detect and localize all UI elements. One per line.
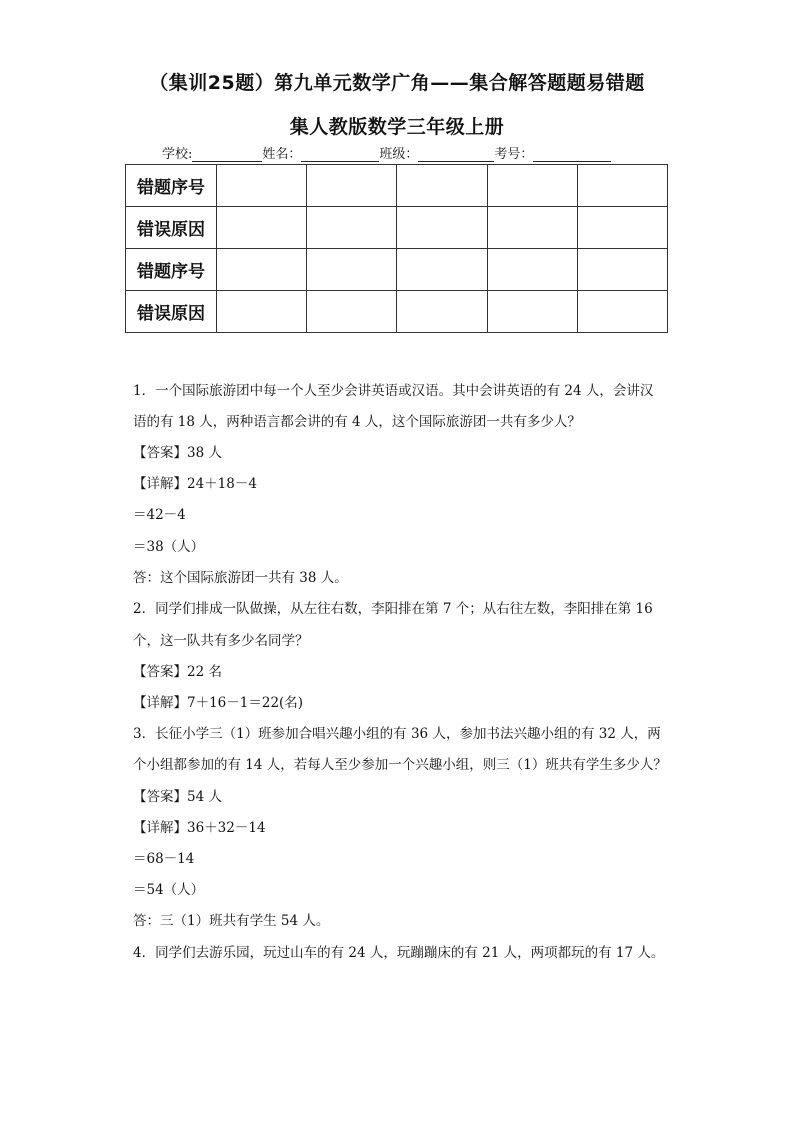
table-cell[interactable] <box>487 165 577 207</box>
q1-line-2: 语的有 18 人，两种语言都会讲的有 4 人，这个国际旅游团一共有多少人？ <box>133 414 581 430</box>
q2-line-1: 2．同学们排成一队做操，从左往右数，李阳排在第 7 个；从右往左数，李阳排在第 16 <box>133 601 653 617</box>
class-label: 班级： <box>379 147 419 162</box>
exam-no-blank[interactable] <box>533 147 611 162</box>
row-header: 错误原因 <box>126 207 217 249</box>
school-blank[interactable] <box>192 147 262 162</box>
table-cell[interactable] <box>577 249 667 291</box>
table-cell[interactable] <box>397 249 487 291</box>
q3-answer: 【答案】54 人 <box>133 789 222 805</box>
table-cell[interactable] <box>487 291 577 333</box>
q3-step-2: ＝54（人） <box>133 882 205 898</box>
q1-line-1: 1．一个国际旅游团中每一个人至少会讲英语或汉语。其中会讲英语的有 24 人，会讲汉 <box>133 383 654 399</box>
student-info-line <box>162 143 611 162</box>
table-cell[interactable] <box>487 249 577 291</box>
table-cell[interactable] <box>307 249 397 291</box>
exam-no-label: 考号： <box>494 147 534 162</box>
table-row <box>126 165 668 207</box>
q4-line-1: 4．同学们去游乐园，玩过山车的有 24 人，玩蹦蹦床的有 21 人，两项都玩的有 17 人。 <box>133 945 665 961</box>
row-header: 错题序号 <box>126 249 217 291</box>
table-row <box>126 291 668 333</box>
q1-answer: 【答案】38 人 <box>133 445 222 461</box>
name-blank[interactable] <box>301 147 379 162</box>
q1-detail: 【详解】24＋18－4 <box>133 476 257 492</box>
table-cell[interactable] <box>577 291 667 333</box>
q3-detail: 【详解】36＋32－14 <box>133 820 266 836</box>
title-line-1: （集训25题）第九单元数学广角——集合解答题题易错题 <box>149 72 645 94</box>
q1-step-1: ＝42－4 <box>133 507 186 523</box>
q1-conclusion: 答：这个国际旅游团一共有 38 人。 <box>133 570 348 586</box>
class-blank[interactable] <box>418 147 494 162</box>
table-cell[interactable] <box>217 249 307 291</box>
table-cell[interactable] <box>217 291 307 333</box>
table-row <box>126 249 668 291</box>
q2-detail: 【详解】7＋16－1＝22(名) <box>133 695 304 711</box>
q3-step-1: ＝68－14 <box>133 851 195 867</box>
row-header: 错误原因 <box>126 291 217 333</box>
q3-line-1: 3．长征小学三（1）班参加合唱兴趣小组的有 36 人，参加书法兴趣小组的有 32 人，两 <box>133 726 661 742</box>
table-cell[interactable] <box>397 207 487 249</box>
table-cell[interactable] <box>307 207 397 249</box>
table-cell[interactable] <box>397 291 487 333</box>
q2-line-2: 个，这一队共有多少名同学？ <box>133 633 309 649</box>
q3-conclusion: 答：三（1）班共有学生 54 人。 <box>133 913 330 929</box>
q1-step-2: ＝38（人） <box>133 539 205 555</box>
table-row <box>126 207 668 249</box>
title-line-2: 集人教版数学三年级上册 <box>289 116 505 138</box>
table-cell[interactable] <box>307 165 397 207</box>
name-label: 姓名： <box>262 147 302 162</box>
table-cell[interactable] <box>307 291 397 333</box>
q2-answer: 【答案】22 名 <box>133 664 222 680</box>
table-cell[interactable] <box>397 165 487 207</box>
error-record-table <box>125 164 668 333</box>
school-label: 学校: <box>162 147 193 162</box>
row-header: 错题序号 <box>126 165 217 207</box>
q3-line-2: 个小组都参加的有 14 人，若每人至少参加一个兴趣小组，则三（1）班共有学生多少人？ <box>133 757 667 773</box>
table-cell[interactable] <box>487 207 577 249</box>
table-cell[interactable] <box>577 207 667 249</box>
table-cell[interactable] <box>577 165 667 207</box>
table-cell[interactable] <box>217 165 307 207</box>
table-cell[interactable] <box>217 207 307 249</box>
